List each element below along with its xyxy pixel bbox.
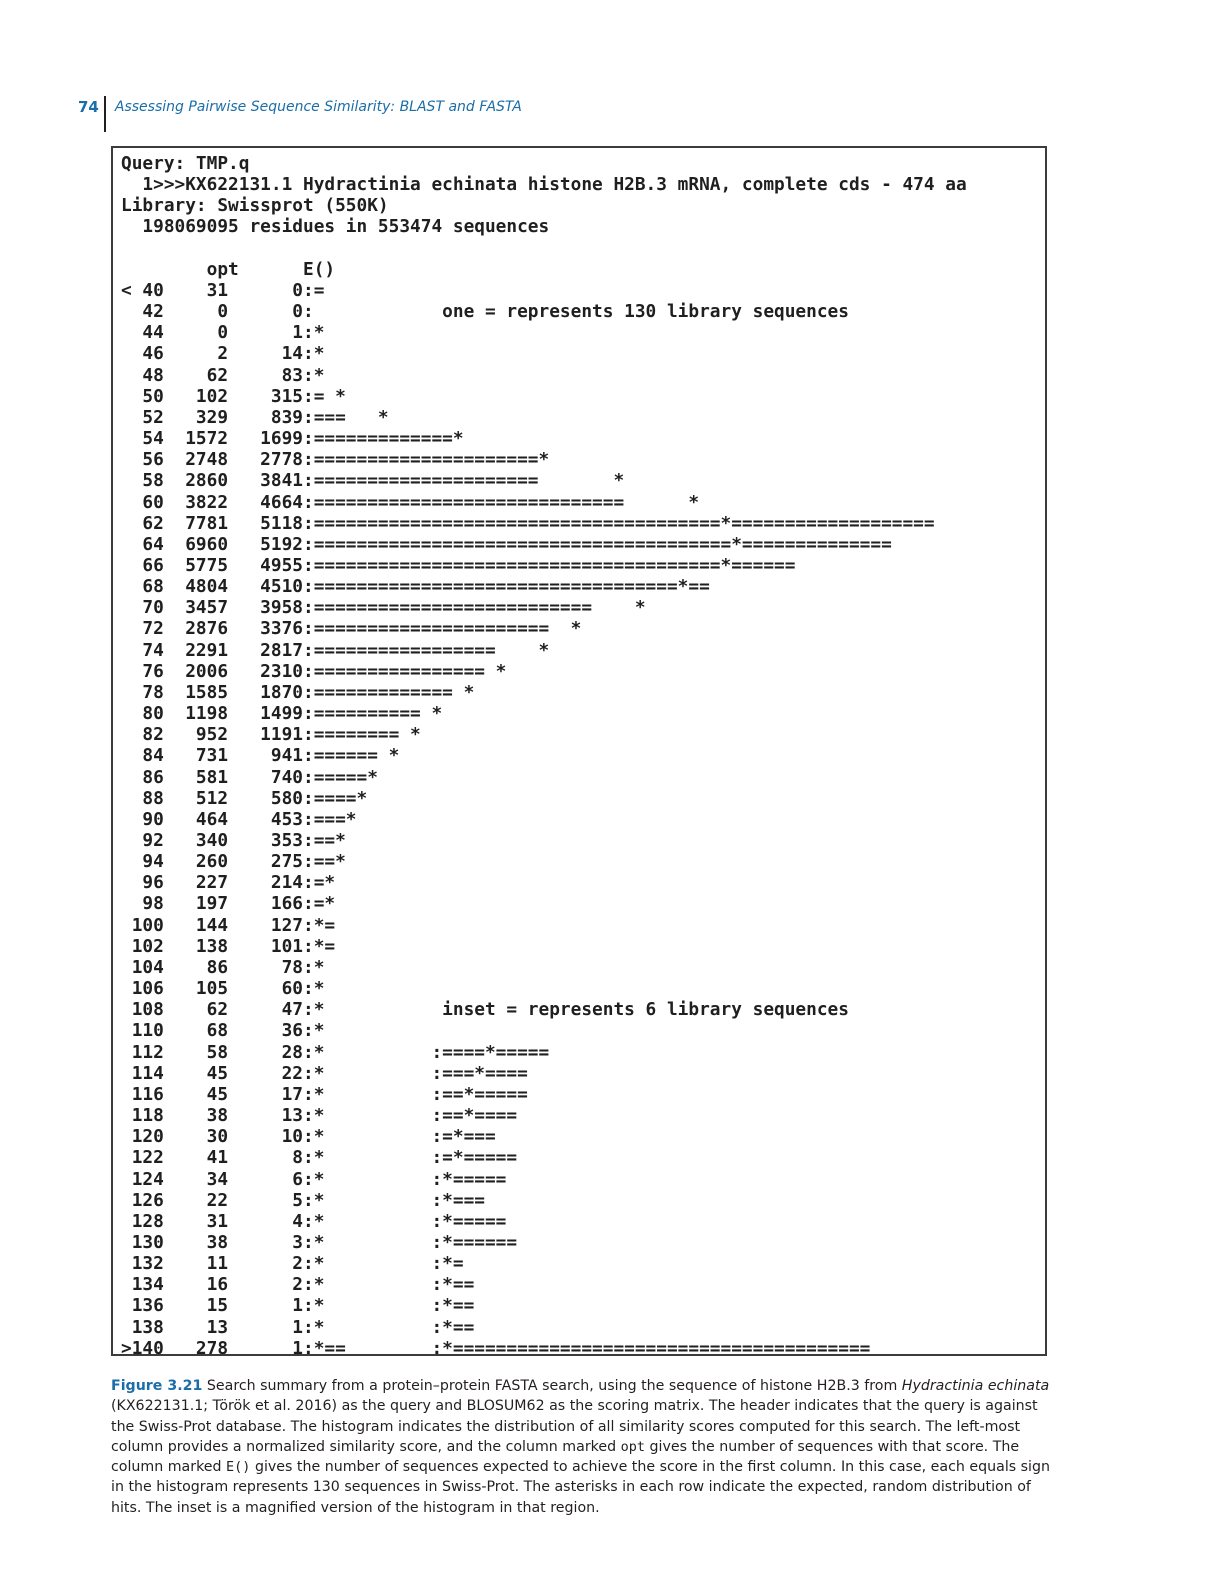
fasta-line: 88 512 580:====* xyxy=(121,787,368,809)
fasta-line: Query: TMP.q xyxy=(121,153,250,174)
fasta-line: 44 0 1:* xyxy=(121,322,325,344)
fasta-line: Library: Swissprot (550K) xyxy=(121,195,389,217)
fasta-line: 128 31 4:* :*===== xyxy=(121,1210,507,1232)
caption-text-4: gives the number of sequences expected to achieve the score in the first column. In this case, each equals sign in the histogram represents 130 sequences in Swiss-Prot. The asterisks in each row indicate the expected, random distribution of hits. The inset is a magnified version of the histogram in that region. xyxy=(111,1459,1050,1516)
caption-text-1: Search summary from a protein–protein FASTA search, using the sequence of histone H2B.3 from xyxy=(206,1378,902,1394)
fasta-line: opt E() xyxy=(121,258,336,280)
page-number: 74 xyxy=(78,98,99,116)
fasta-line: 126 22 5:* :*=== xyxy=(121,1189,485,1211)
fasta-line: 102 138 101:*= xyxy=(121,935,336,957)
fasta-line: >140 278 1:*== :*======================================= xyxy=(121,1337,871,1356)
fasta-line: 60 3822 4664:============================= * xyxy=(121,491,700,513)
fasta-line: 92 340 353:==* xyxy=(121,830,346,851)
figure-label: Figure 3.21 xyxy=(111,1378,203,1394)
fasta-line: 114 45 22:* :===*==== xyxy=(121,1062,528,1084)
fasta-line: 82 952 1191:======== * xyxy=(121,724,421,746)
fasta-line: 134 16 2:* :*== xyxy=(121,1274,475,1296)
fasta-line: 48 62 83:* xyxy=(121,364,325,386)
page-header xyxy=(78,96,522,132)
fasta-line: 118 38 13:* :==*==== xyxy=(121,1105,518,1127)
fasta-line: 112 58 28:* :====*===== xyxy=(121,1041,550,1063)
fasta-line: 198069095 residues in 553474 sequences xyxy=(121,216,550,238)
fasta-line: 54 1572 1699:=============* xyxy=(121,428,464,450)
caption-code-opt: opt xyxy=(620,1438,646,1455)
fasta-line: < 40 31 0:= xyxy=(121,279,325,301)
fasta-line: 94 260 275:==* xyxy=(121,851,346,873)
fasta-line: 124 34 6:* :*===== xyxy=(121,1168,507,1190)
caption-text-2: (KX622131.1; Török et al. 2016) as the query and BLOSUM62 as the scoring matrix. The header indicates that the query is against the Swiss-Prot database. The histogram indicates the distribution of all similarity scores computed for this search. The left-most column provides a normalized similarity score, and the column marked xyxy=(111,1398,1038,1455)
fasta-line: 110 68 36:* xyxy=(121,1020,325,1042)
fasta-line: 90 464 453:===* xyxy=(121,808,357,830)
fasta-line: 46 2 14:* xyxy=(121,343,325,365)
caption-species: Hydractinia echinata xyxy=(901,1378,1050,1394)
fasta-line: 98 197 166:=* xyxy=(121,893,336,915)
running-title: Assessing Pairwise Sequence Similarity: BLAST and FASTA xyxy=(114,99,522,115)
figure-caption xyxy=(111,1376,1051,1518)
fasta-line: 74 2291 2817:================= * xyxy=(121,639,550,661)
caption-text-3: gives the number of sequences with that score. The column marked xyxy=(111,1438,1020,1476)
fasta-line: 96 227 214:=* xyxy=(121,872,336,894)
fasta-line: 106 105 60:* xyxy=(121,978,325,1000)
fasta-line: 84 731 941:====== * xyxy=(121,745,400,767)
fasta-line: 100 144 127:*= xyxy=(121,914,336,936)
fasta-line: 132 11 2:* :*= xyxy=(121,1253,464,1275)
fasta-line: 76 2006 2310:================ * xyxy=(121,660,507,682)
fasta-line: 70 3457 3958:========================== * xyxy=(121,597,646,619)
fasta-line: 58 2860 3841:===================== * xyxy=(121,470,625,492)
fasta-line: 136 15 1:* :*== xyxy=(121,1295,475,1317)
fasta-line: 116 45 17:* :==*===== xyxy=(121,1083,528,1105)
header-divider xyxy=(104,96,106,132)
fasta-line: 122 41 8:* :=*===== xyxy=(121,1147,518,1169)
fasta-line: 78 1585 1870:============= * xyxy=(121,681,475,703)
fasta-line: 66 5775 4955:======================================*====== xyxy=(121,554,796,576)
fasta-line: 80 1198 1499:========== * xyxy=(121,703,443,725)
fasta-line: 50 102 315:= * xyxy=(121,385,346,407)
fasta-line: 138 13 1:* :*== xyxy=(121,1316,475,1338)
fasta-line: 1>>>KX622131.1 Hydractinia echinata histone H2B.3 mRNA, complete cds - 474 aa xyxy=(121,174,967,196)
fasta-line: 86 581 740:=====* xyxy=(121,766,378,788)
fasta-output-figure xyxy=(111,146,1047,1356)
fasta-line: 64 6960 5192:=======================================*============== xyxy=(121,533,892,555)
fasta-line: 62 7781 5118:======================================*=================== xyxy=(121,512,935,534)
fasta-line: 104 86 78:* xyxy=(121,956,325,978)
fasta-line: 72 2876 3376:====================== * xyxy=(121,618,582,640)
fasta-line: 68 4804 4510:==================================*== xyxy=(121,576,710,598)
fasta-line: 130 38 3:* :*====== xyxy=(121,1231,518,1253)
caption-code-e: E() xyxy=(226,1459,251,1476)
fasta-line: 108 62 47:* inset = represents 6 library sequences xyxy=(121,999,849,1021)
fasta-line: 42 0 0: one = represents 130 library sequences xyxy=(121,301,849,323)
fasta-line: 52 329 839:=== * xyxy=(121,406,389,428)
fasta-line: 56 2748 2778:=====================* xyxy=(121,449,550,471)
fasta-line: 120 30 10:* :=*=== xyxy=(121,1126,496,1148)
fasta-output-text xyxy=(113,148,1045,1356)
